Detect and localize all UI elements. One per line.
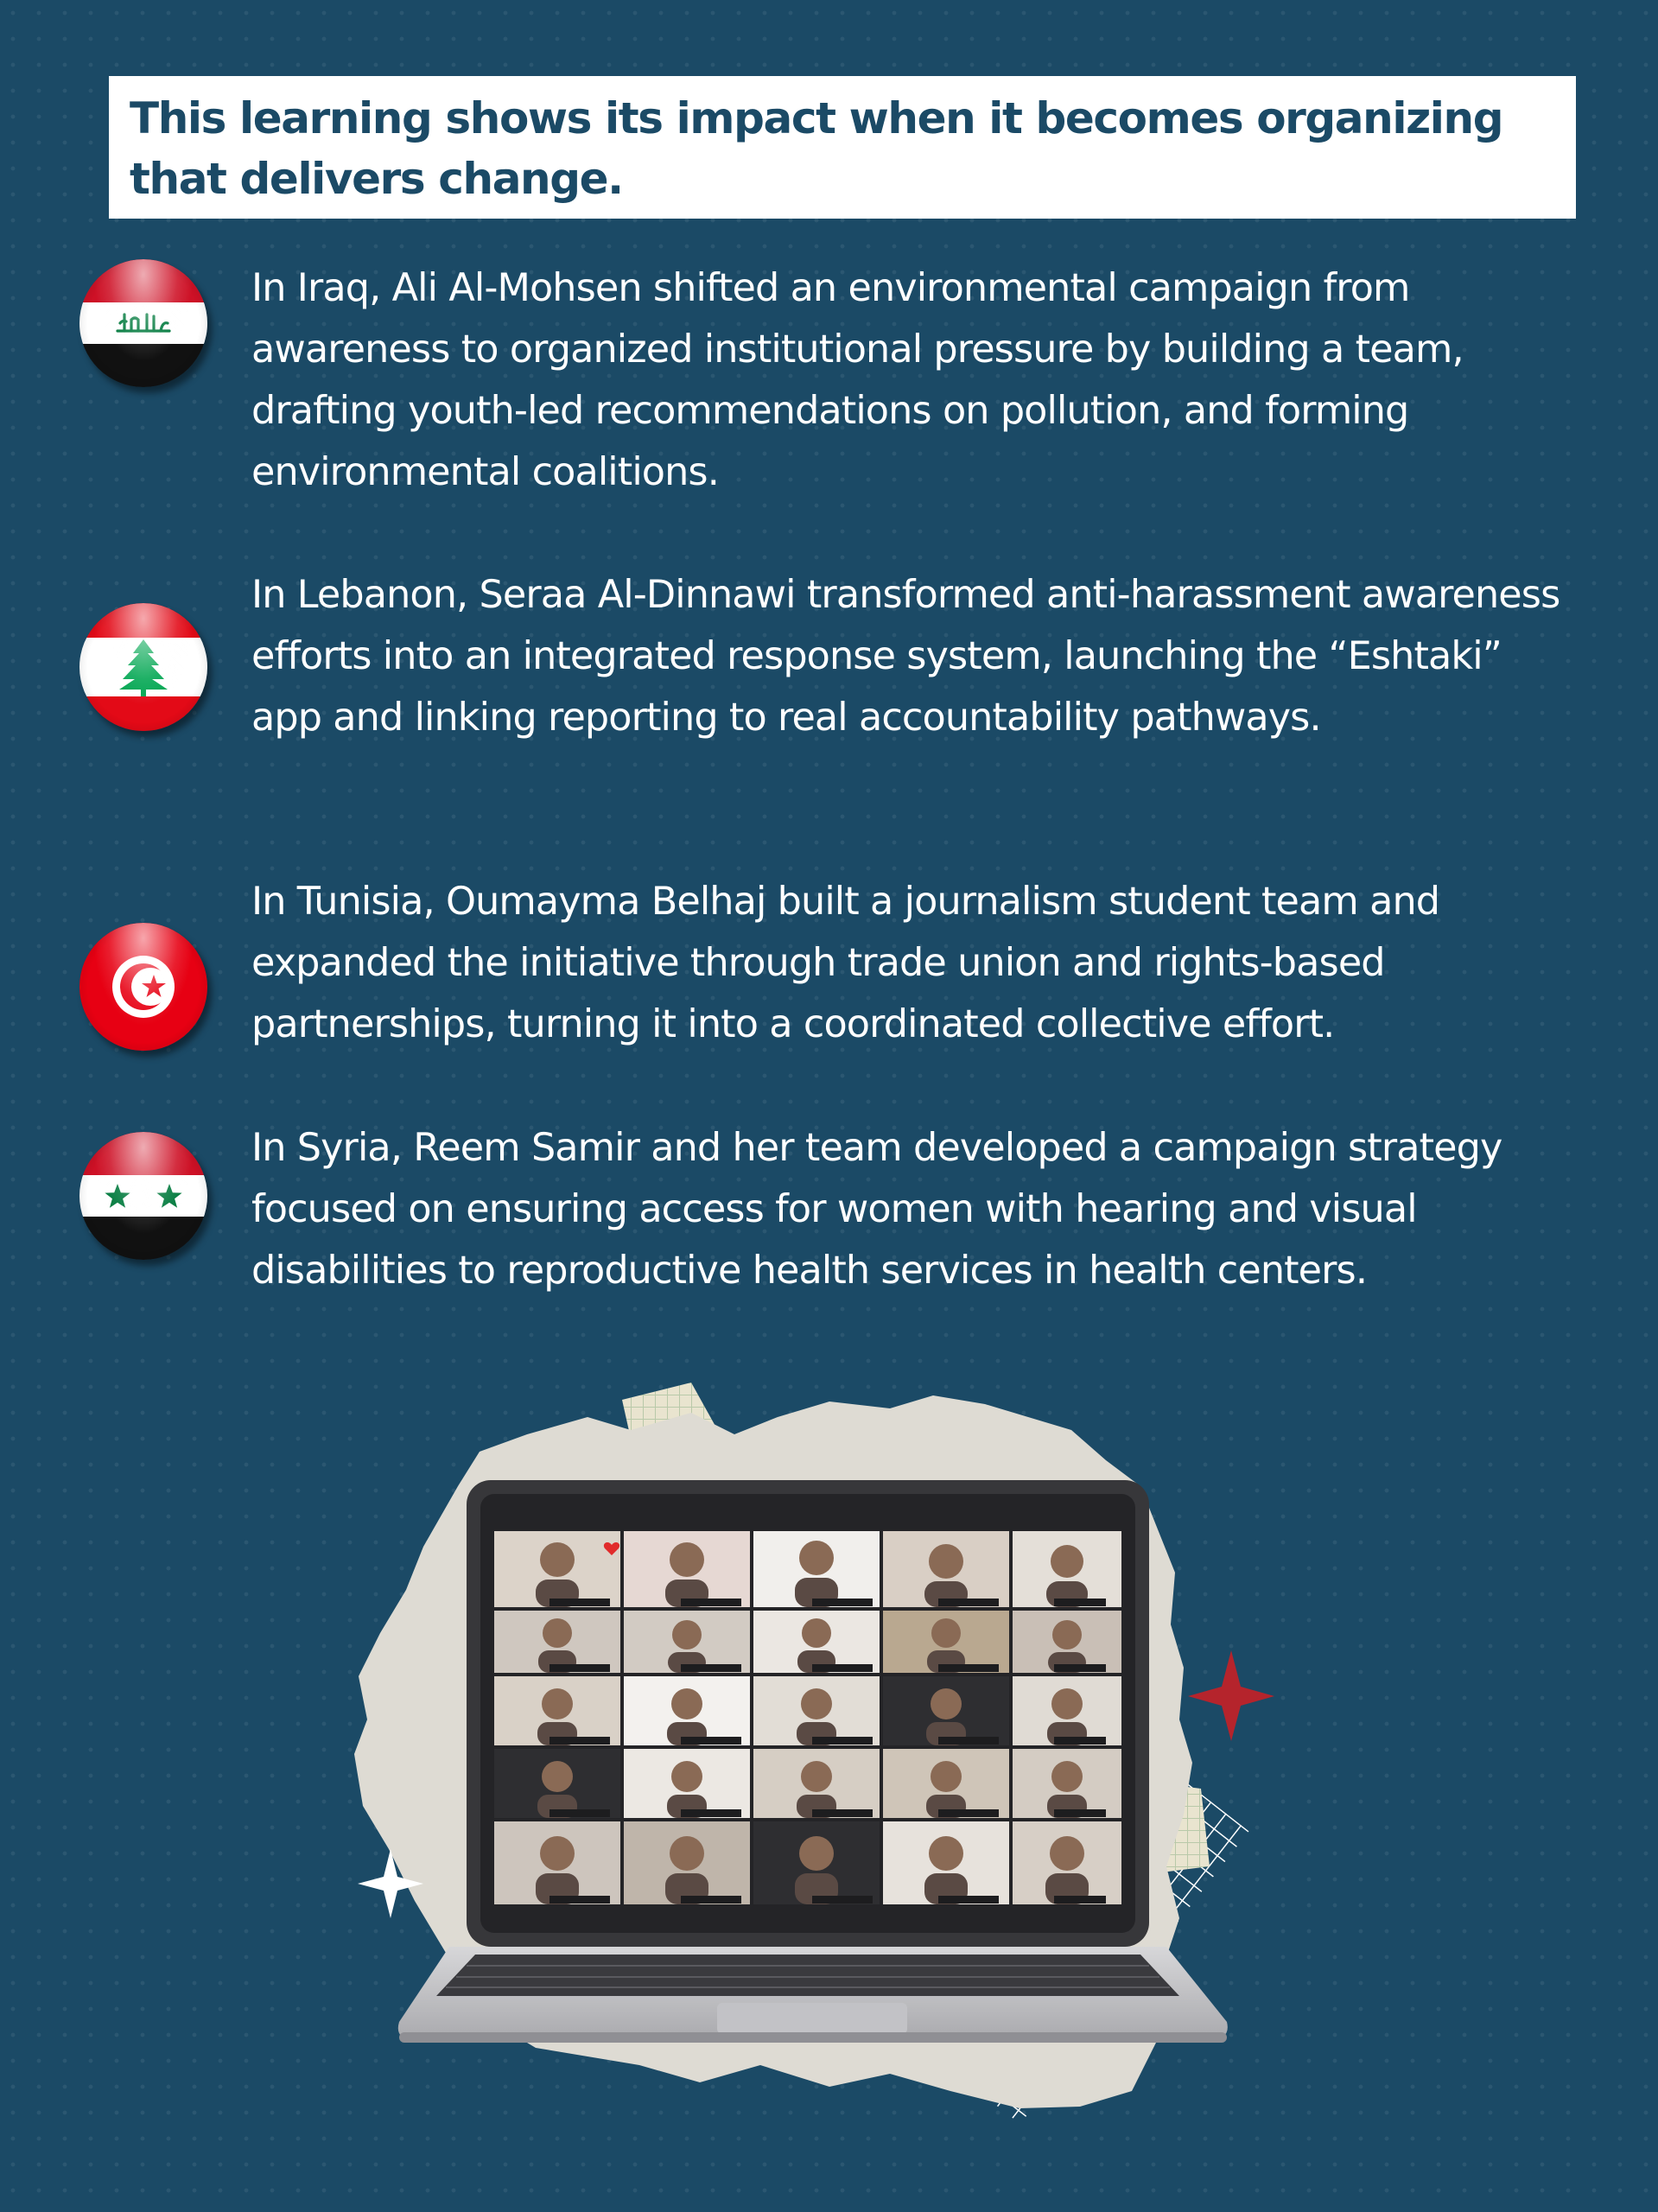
entry-lebanon-text: In Lebanon, Seraa Al-Dinnawi transformed anti-harassment awareness efforts into an integrated response system, launching the “Eshtaki” app and linking reporting to real accountability pathways. xyxy=(251,573,1560,740)
lebanon-flag-icon xyxy=(79,603,207,731)
syria-flag-icon xyxy=(79,1132,207,1260)
red-sparkle-decoration xyxy=(1188,1650,1274,1741)
laptop-illustration xyxy=(328,1382,1469,2160)
page-title: This learning shows its impact when it becomes organizing that delivers change. xyxy=(130,93,1503,204)
iraq-flag-icon xyxy=(79,259,207,387)
entry-syria-text: In Syria, Reem Samir and her team developed a campaign strategy focused on ensuring access for women with hearing and visual disabilities to reproductive health services in health centers. xyxy=(251,1126,1502,1293)
laptop-base xyxy=(398,1947,1228,2043)
video-call-grid xyxy=(494,1531,1121,1904)
entry-tunisia-text: In Tunisia, Oumayma Belhaj built a journalism student team and expanded the initiative through trade union and rights-based partnerships, turning it into a coordinated collective effort. xyxy=(251,880,1440,1046)
heading-box xyxy=(109,76,1576,219)
laptop-screen xyxy=(467,1480,1149,1947)
tunisia-flag-icon xyxy=(79,923,207,1051)
entry-iraq-text: In Iraq, Ali Al-Mohsen shifted an environmental campaign from awareness to organized institutional pressure by building a team, drafting youth-led recommendations on pollution, and forming environmental coalitions. xyxy=(251,266,1464,494)
